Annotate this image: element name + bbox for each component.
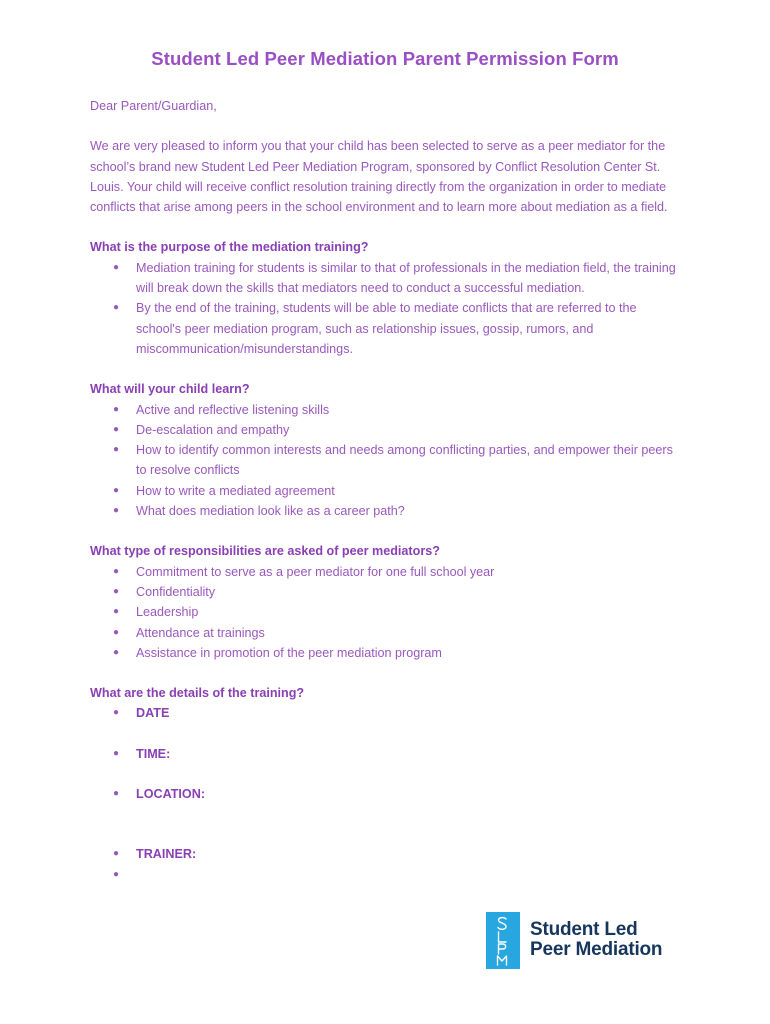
list-item: ● Attendance at trainings (90, 623, 685, 643)
section-heading-learn: What will your child learn? (90, 382, 250, 397)
bullet-icon: ● (113, 747, 120, 759)
slpm-logo (486, 912, 686, 970)
bullet-icon: ● (113, 868, 120, 880)
logo-mark (486, 912, 520, 969)
detail-location: ● LOCATION: (90, 784, 685, 804)
salutation: Dear Parent/Guardian, (90, 99, 217, 113)
bullet-icon: ● (113, 444, 120, 456)
purpose-list (90, 258, 685, 359)
page-title: Student Led Peer Mediation Parent Permission Form (151, 48, 619, 69)
bullet-icon: ● (113, 585, 120, 597)
list-item: ● What does mediation look like as a career path? (90, 501, 685, 521)
detail-empty (90, 865, 685, 885)
bullet-icon: ● (113, 606, 120, 618)
list-item: ● How to write a mediated agreement (90, 481, 685, 501)
list-item: ● De-escalation and empathy (90, 420, 685, 440)
bullet-icon: ● (113, 788, 120, 800)
list-item: ● Assistance in promotion of the peer mediation program (90, 643, 685, 663)
letter-body (90, 96, 685, 885)
logo-line-1: Student Led (530, 919, 638, 940)
bullet-icon: ● (113, 261, 120, 273)
list-item: ● Mediation training for students is similar to that of professionals in the mediation field, the training will break down the skills that mediators need to conduct a successful mediation. (90, 258, 685, 299)
list-item: ● Leadership (90, 602, 685, 622)
bullet-icon: ● (113, 646, 120, 658)
detail-date: ● DATE (90, 703, 685, 723)
section-heading-purpose: What is the purpose of the mediation training? (90, 240, 369, 255)
responsibilities-list (90, 562, 685, 663)
detail-time: ● TIME: (90, 744, 685, 764)
details-list (90, 703, 685, 884)
detail-trainer: ● TRAINER: (90, 844, 685, 864)
logo-wordmark (530, 920, 662, 960)
list-item: ● How to identify common interests and needs among conflicting parties, and empower their peers to resolve conflicts (90, 440, 685, 481)
bullet-icon: ● (113, 505, 120, 517)
logo-monogram-icon (486, 912, 520, 969)
intro-paragraph: We are very pleased to inform you that your child has been selected to serve as a peer mediator for the school’s brand new Student Led Peer Mediation Program, sponsored by Conflict Resolution Center St. Louis. Your child will receive conflict resolution training directly from the organization in order to mediate conflicts that arise among peers in the school environment and to learn more about mediation as a field. (90, 139, 668, 215)
section-heading-details: What are the details of the training? (90, 686, 305, 701)
bullet-icon: ● (113, 565, 120, 577)
learn-list (90, 400, 685, 522)
list-item: ● Active and reflective listening skills (90, 400, 685, 420)
bullet-icon: ● (113, 423, 120, 435)
list-item: ● Commitment to serve as a peer mediator for one full school year (90, 562, 685, 582)
logo-line-2: Peer Mediation (530, 939, 663, 960)
bullet-icon: ● (113, 403, 120, 415)
section-heading-responsibilities: What type of responsibilities are asked of peer mediators? (90, 544, 440, 559)
bullet-icon: ● (113, 484, 120, 496)
list-item: ● Confidentiality (90, 582, 685, 602)
bullet-icon: ● (113, 302, 120, 314)
bullet-icon: ● (113, 626, 120, 638)
bullet-icon: ● (113, 848, 120, 860)
list-item: ● By the end of the training, students will be able to mediate conflicts that are referred to the school's peer mediation program, such as relationship issues, gossip, rumors, and miscommunication/misunderstandings. (90, 298, 685, 359)
bullet-icon: ● (113, 707, 120, 719)
